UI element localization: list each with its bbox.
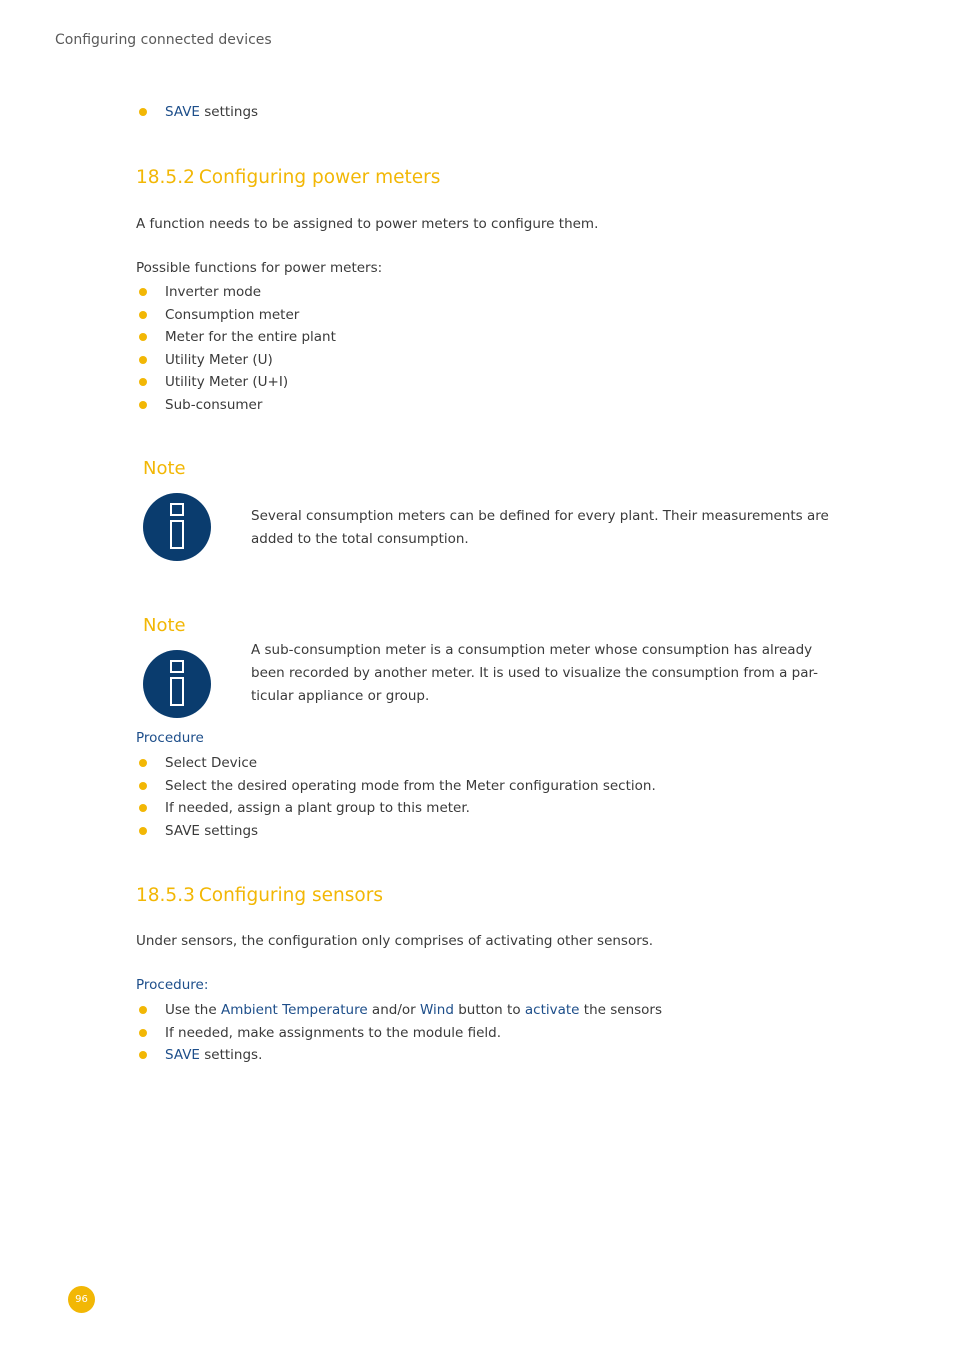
list-item-text: settings xyxy=(199,104,259,120)
functions-list xyxy=(137,282,336,417)
procedure-label: Procedure xyxy=(136,730,204,746)
note-body xyxy=(251,505,861,551)
list-item xyxy=(137,798,656,821)
bullet-icon xyxy=(139,378,147,386)
section-title: Configuring sensors xyxy=(198,885,383,906)
list-item-text: Utility Meter (U+I) xyxy=(165,374,289,390)
list-item xyxy=(137,327,336,350)
note-body xyxy=(251,639,861,708)
procedure-list xyxy=(137,753,656,843)
bullet-icon xyxy=(139,804,147,812)
note-line: added to the total consumption. xyxy=(251,531,469,547)
list-item xyxy=(137,282,336,305)
info-icon xyxy=(142,649,212,719)
note-line: been recorded by another meter. It is used to visualize the consumption from a par- xyxy=(251,665,819,681)
bullet-icon xyxy=(139,311,147,319)
note-line: Several consumption meters can be defined for every plant. Their measurements are xyxy=(251,508,829,524)
list-item xyxy=(137,821,656,844)
note-title: Note xyxy=(143,615,186,636)
save-link[interactable]: SAVE xyxy=(165,1047,200,1063)
list-item xyxy=(137,395,336,418)
bullet-icon xyxy=(139,333,147,341)
list-item xyxy=(137,102,258,125)
list-item-text: Sub-consumer xyxy=(165,396,263,413)
page-number-badge xyxy=(68,1286,95,1313)
top-list xyxy=(137,102,258,125)
power-intro: A function needs to be assigned to power meters to configure them. xyxy=(136,216,599,232)
list-item-text: and/or xyxy=(367,1002,420,1018)
page-number: 96 xyxy=(75,1294,88,1305)
section-heading-power-meters xyxy=(136,167,440,188)
note-line: ticular appliance or group. xyxy=(251,688,430,704)
list-item-text: Consumption meter xyxy=(165,306,300,323)
section-number: 18.5.3 xyxy=(136,885,195,906)
list-item-text: Inverter mode xyxy=(165,284,262,300)
list-item-text: settings. xyxy=(199,1047,263,1063)
activate-link[interactable]: activate xyxy=(524,1002,580,1018)
list-item xyxy=(137,776,656,799)
bullet-icon xyxy=(139,356,147,364)
list-item xyxy=(137,305,336,328)
wind-link[interactable]: Wind xyxy=(419,1002,454,1018)
list-item-text: button to xyxy=(453,1002,525,1018)
list-item xyxy=(137,1045,662,1068)
bullet-icon xyxy=(139,782,147,790)
bullet-icon xyxy=(139,827,147,835)
section-title: Configuring power meters xyxy=(198,167,441,188)
functions-label: Possible functions for power meters: xyxy=(136,260,383,276)
bullet-icon xyxy=(139,759,147,767)
section-heading-sensors xyxy=(136,885,383,906)
procedure-label: Procedure: xyxy=(136,977,209,993)
section-number: 18.5.2 xyxy=(136,167,195,188)
list-item xyxy=(137,372,336,395)
save-link[interactable]: SAVE xyxy=(165,104,200,120)
bullet-icon xyxy=(139,1051,147,1059)
bullet-icon xyxy=(139,288,147,296)
bullet-icon xyxy=(139,1029,147,1037)
list-item-text: Select Device xyxy=(165,755,258,771)
sensors-intro: Under sensors, the configuration only comprises of activating other sensors. xyxy=(136,933,654,949)
ambient-temperature-link[interactable]: Ambient Temperature xyxy=(220,1002,368,1018)
list-item-text: the sensors xyxy=(579,1002,663,1018)
info-icon xyxy=(142,492,212,562)
bullet-icon xyxy=(139,401,147,409)
list-item-text: Meter for the entire plant xyxy=(165,329,336,345)
list-item-text: If needed, make assignments to the module field. xyxy=(165,1024,502,1041)
procedure-list xyxy=(137,1000,662,1068)
bullet-icon xyxy=(139,1006,147,1014)
note-line: A sub-consumption meter is a consumption meter whose consumption has already xyxy=(251,642,813,658)
list-item xyxy=(137,350,336,373)
list-item-text: If needed, assign a plant group to this meter. xyxy=(165,800,470,816)
list-item xyxy=(137,1023,662,1046)
list-item-text: SAVE settings xyxy=(165,822,259,839)
list-item xyxy=(137,1000,662,1023)
list-item-text: Select the desired operating mode from the Meter configuration section. xyxy=(165,777,656,794)
list-item-text: Utility Meter (U) xyxy=(165,351,273,368)
bullet-icon xyxy=(139,108,147,116)
running-header: Configuring connected devices xyxy=(55,32,272,48)
list-item xyxy=(137,753,656,776)
list-item-text: Use the xyxy=(165,1002,221,1018)
note-title: Note xyxy=(143,458,186,479)
